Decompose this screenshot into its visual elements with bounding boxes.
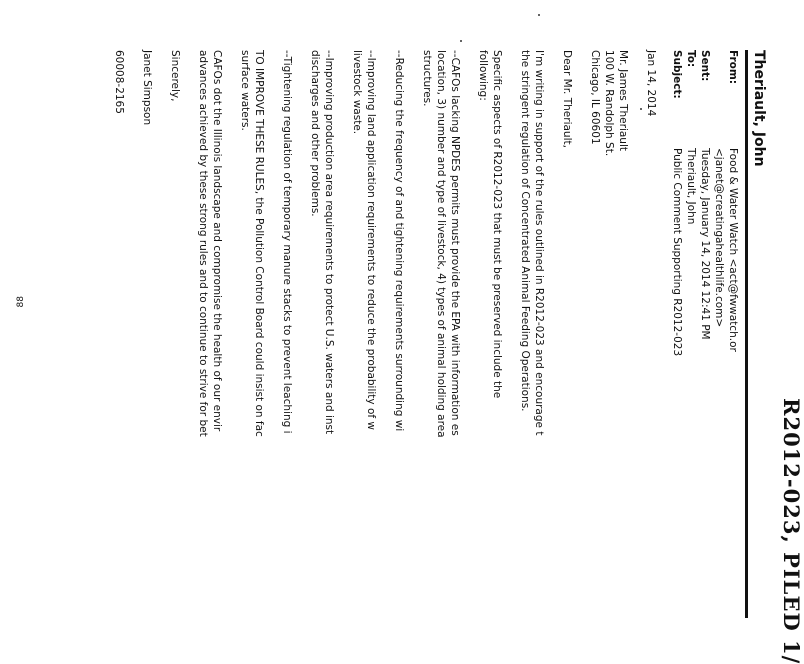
salutation: Dear Mr. Theriault, [561, 50, 573, 148]
address-line: Mr. James Theriault [617, 50, 629, 152]
closing-para-line: TO IMPROVE THESE RULES, the Pollution Control Board could insist on fac [253, 50, 265, 437]
signer-name: Janet Simpson [141, 50, 153, 126]
from-label: From: [727, 50, 739, 85]
bullet-line: location, 3) number and type of livestock, 4) types of animal holding area [435, 50, 447, 438]
bullet-line: livestock waste. [351, 50, 363, 135]
address-line: Chicago, IL 60601 [589, 50, 601, 145]
scan-speck [538, 14, 540, 16]
filing-stamp: R2012-023, PILED 1/ [779, 398, 804, 664]
from-value: Food & Water Watch <act@fwwatch.or [727, 148, 739, 352]
aspects-intro-line: Specific aspects of R2012-023 that must be preserved include the [491, 50, 503, 399]
bullet-line: --Reducing the frequency of and tightening requirements surrounding wi [393, 50, 405, 432]
to-value: Theriault, John [685, 148, 697, 225]
subject-label: Subject: [671, 50, 683, 99]
email-header-values [670, 148, 740, 356]
page-number: 88 [16, 296, 26, 308]
final-para-line: advances achieved by these strong rules and to continue to strive for bet [197, 50, 209, 437]
letter-body [112, 50, 658, 618]
closing-para-line: surface waters. [239, 50, 251, 131]
header-rule [745, 50, 748, 618]
intro-line: I'm writing in support of the rules outlined in R2012-023 and encourage t [533, 50, 545, 436]
bullet-line: --Improving production area requirements to protect U.S. waters and inst [323, 50, 335, 435]
signer-zip: 60008-2165 [113, 50, 125, 114]
spacer [712, 50, 726, 99]
letter-date: Jan 14, 2014 [645, 50, 657, 117]
subject-value: Public Comment Supporting R2012-023 [671, 148, 683, 357]
intro-line: the stringent regulation of Concentrated Animal Feeding Operations. [519, 50, 531, 412]
email-header-labels [670, 50, 740, 99]
from-email: <janet@creatingahealthlife.com> [713, 148, 725, 328]
signoff: Sincerely, [169, 50, 181, 102]
scan-speck [640, 108, 642, 110]
sent-value: Tuesday, January 14, 2014 12:41 PM [699, 148, 711, 340]
to-label: To: [685, 50, 697, 68]
sent-label: Sent: [699, 50, 711, 82]
final-para-line: CAFOs dot the Illinois landscape and compromise the health of our envir [211, 50, 223, 432]
bullet-line: structures. [421, 50, 433, 107]
bullet-line: --CAFOs lacking NPDES permits must provide the EPA with information es [449, 50, 461, 436]
scan-speck [460, 40, 462, 42]
bullet-line: --Tightening regulation of temporary manure stacks to prevent leaching i [281, 50, 293, 434]
address-line: 100 W. Randolph St. [603, 50, 615, 157]
aspects-intro-line: following: [477, 50, 489, 101]
bullet-line: --Improving land application requirements to reduce the probability of w [365, 50, 377, 431]
sender-name: Theriault, John [751, 50, 767, 167]
bullet-line: discharges and other problems. [309, 50, 321, 217]
